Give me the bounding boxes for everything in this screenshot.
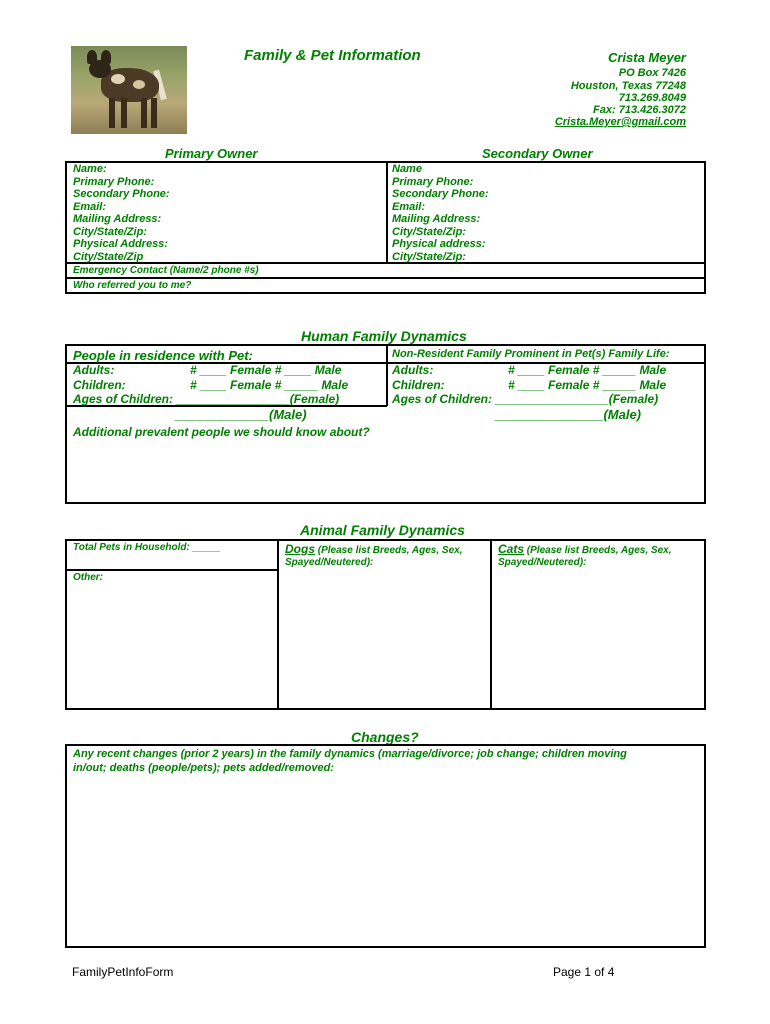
residence-adults-counts: # ____ Female # ____ Male [190, 363, 342, 377]
secondary-mailing-address-label: Mailing Address: [392, 213, 481, 225]
secondary-email-label: Email: [392, 200, 426, 213]
nonresident-children-counts: # ____ Female # _____ Male [508, 378, 667, 392]
animal-dynamics-box [65, 539, 706, 710]
nonresident-adults-label: Adults: [392, 363, 434, 377]
residence-adults-label: Adults: [73, 363, 115, 377]
contact-email-link[interactable]: Crista.Meyer@gmail.com [554, 116, 686, 128]
contact-name: Crista Meyer [607, 50, 686, 65]
nonresident-heading: Non-Resident Family Prominent in Pet(s) Family Life: [392, 348, 670, 360]
contact-fax: Fax: 713.426.3072 [593, 104, 686, 116]
secondary-city-state-zip-label: City/State/Zip: [392, 225, 466, 238]
changes-prompt-line1: Any recent changes (prior 2 years) in the family dynamics (marriage/divorce; job change; children moving [73, 748, 627, 760]
animal-dynamics-heading: Animal Family Dynamics [300, 522, 465, 538]
primary-owner-heading: Primary Owner [165, 146, 258, 161]
page-title: Family & Pet Information [244, 47, 421, 64]
human-dynamics-heading: Human Family Dynamics [301, 328, 467, 344]
secondary-physical-city-label: City/State/Zip: [392, 250, 466, 263]
primary-name-label: Name: [73, 163, 107, 175]
residence-children-label: Children: [73, 378, 126, 392]
footer-page-number: Page 1 of 4 [553, 965, 615, 979]
contact-phone: 713.269.8049 [618, 92, 686, 104]
contact-po-box: PO Box 7426 [618, 67, 686, 79]
secondary-phone-label: Primary Phone: [392, 175, 474, 188]
contact-city: Houston, Texas 77248 [570, 80, 686, 92]
primary-secondary-phone-label: Secondary Phone: [73, 188, 170, 200]
referral-label: Who referred you to me? [73, 280, 192, 291]
residence-children-counts: # ____ Female # _____ Male [190, 378, 349, 392]
total-pets-label: Total Pets in Household: _____ [73, 542, 221, 553]
primary-phone-label: Primary Phone: [73, 175, 155, 188]
additional-people-label: Additional prevalent people we should know about? [73, 425, 370, 439]
changes-prompt-line2: in/out; deaths (people/pets); pets added/removed: [73, 762, 334, 774]
residence-ages-label: Ages of Children: _________________(Female) [73, 392, 340, 406]
cats-note-2: Spayed/Neutered): [498, 557, 587, 568]
changes-box [65, 744, 706, 948]
primary-email-label: Email: [73, 200, 107, 213]
cats-label: Cats [498, 542, 525, 556]
cats-note: (Please list Breeds, Ages, Sex, [524, 545, 672, 556]
secondary-secondary-phone-label: Secondary Phone: [392, 188, 489, 200]
secondary-physical-address-label: Physical address: [392, 238, 486, 250]
nonresident-adults-counts: # ____ Female # _____ Male [508, 363, 667, 377]
primary-physical-address-label: Physical Address: [73, 238, 168, 250]
primary-physical-city-label: City/State/Zip [73, 250, 144, 263]
footer-form-name: FamilyPetInfoForm [72, 965, 174, 979]
dogs-note: (Please list Breeds, Ages, Sex, [315, 545, 463, 556]
dogs-note-2: Spayed/Neutered): [285, 557, 374, 568]
residence-heading: People in residence with Pet: [73, 348, 253, 363]
primary-city-state-zip-label: City/State/Zip: [73, 225, 147, 238]
nonresident-male-line: _______________(Male) [495, 407, 642, 422]
primary-mailing-address-label: Mailing Address: [73, 213, 162, 225]
other-pets-label: Other: [73, 572, 103, 583]
secondary-name-label: Name [392, 163, 422, 175]
emergency-contact-label: Emergency Contact (Name/2 phone #s) [73, 265, 259, 276]
nonresident-ages-label: Ages of Children: _________________(Female) [392, 392, 659, 406]
dogs-label: Dogs [285, 542, 315, 556]
secondary-owner-heading: Secondary Owner [482, 146, 593, 161]
changes-heading: Changes? [351, 729, 419, 745]
african-wild-dog-photo [71, 46, 187, 134]
nonresident-children-label: Children: [392, 378, 445, 392]
residence-male-line: _____________(Male) [175, 407, 307, 422]
